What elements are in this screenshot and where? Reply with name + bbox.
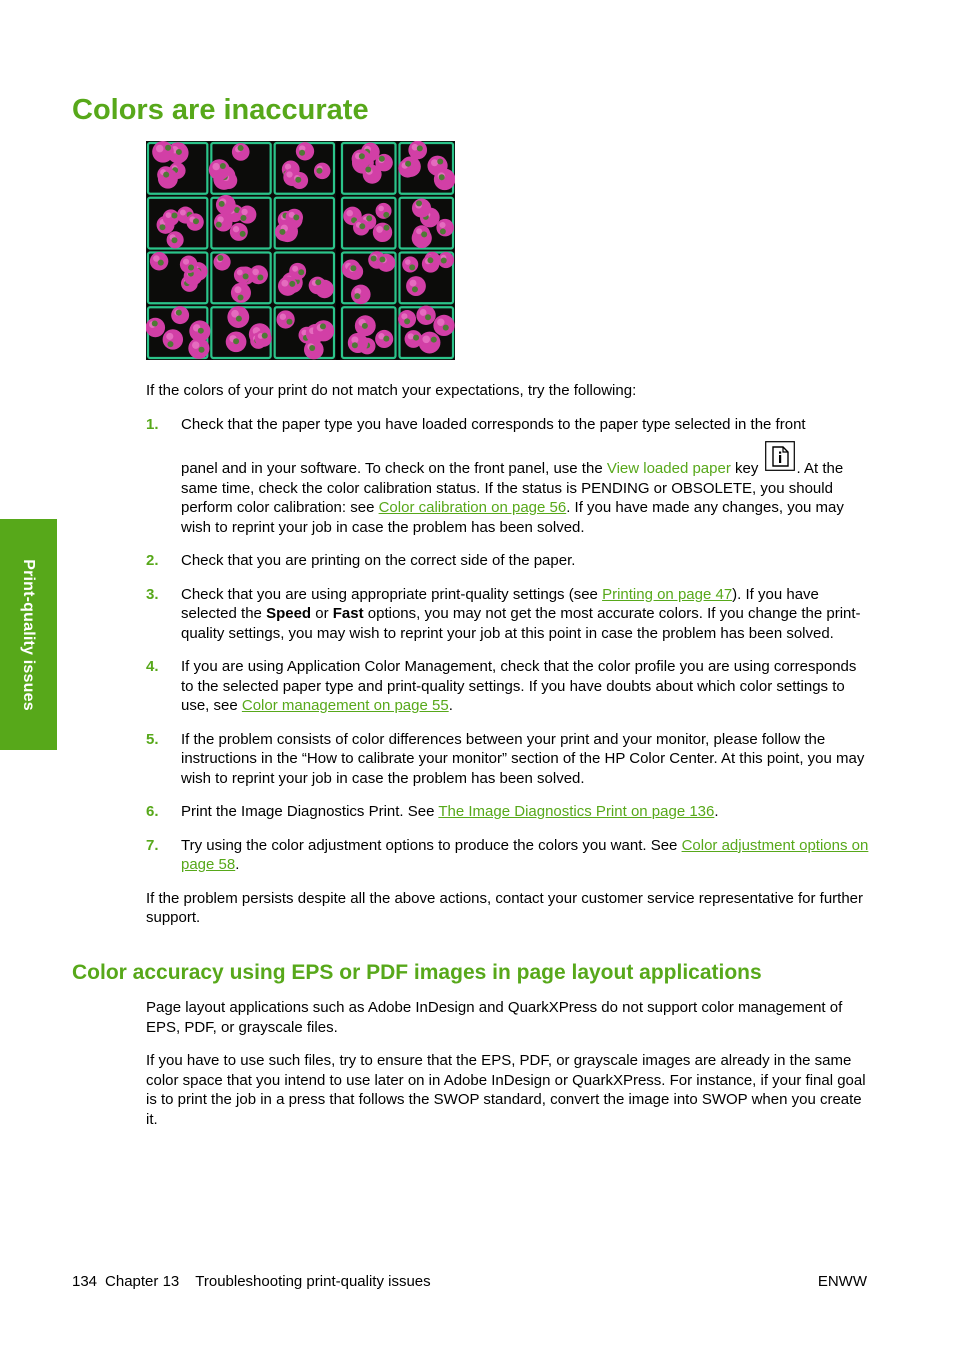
list-item — [146, 415, 871, 538]
link-printing[interactable]: Printing on page 47 — [602, 585, 733, 603]
page-number: 134 — [72, 1273, 98, 1290]
step-text: panel and in your software. To check on the front panel, use the — [181, 460, 607, 477]
step-number: 4. — [146, 658, 159, 675]
strawberries-photo — [146, 141, 455, 360]
footer-right-label: ENWW — [817, 1273, 867, 1290]
step-number: 5. — [146, 730, 159, 748]
step-text: . — [235, 856, 240, 873]
step-text: Check that the paper type you have loaded corresponds to the paper type selected in the front — [181, 415, 806, 433]
step-number: 7. — [146, 836, 159, 854]
chapter-title: Troubleshooting print-quality issues — [195, 1273, 431, 1290]
step-number: 2. — [146, 552, 159, 569]
fast-option-label: Fast — [332, 605, 364, 622]
section-paragraph-2: If you have to use such files, try to ensure that the EPS, PDF, or grayscale images are already in the same color space that you intend to use later on in Adobe InDesign or QuarkXPress. For instance, if your final goal is to print the job in a press that follows the SWOP standard, convert the image into SWOP when you create it. — [146, 1052, 866, 1128]
side-tab — [0, 519, 57, 750]
view-loaded-paper-keyword: View loaded paper — [606, 460, 731, 477]
step-text: key — [730, 460, 763, 477]
section-paragraph-1: Page layout applications such as Adobe InDesign and QuarkXPress do not support color management of EPS, PDF, or grayscale files. — [146, 999, 843, 1036]
step-text: Print the Image Diagnostics Print. See — [181, 803, 439, 820]
step-text: Check that you are using appropriate print-quality settings (see — [181, 585, 603, 603]
list-item — [146, 836, 871, 875]
side-tab-label: Print-quality issues — [20, 559, 37, 711]
list-item — [146, 802, 871, 822]
list-item — [146, 551, 871, 571]
step-number: 3. — [146, 585, 159, 603]
intro-paragraph: If the colors of your print do not match your expectations, try the following: — [146, 382, 637, 399]
view-loaded-paper-icon — [765, 441, 795, 471]
section-heading: Color accuracy using EPS or PDF images in page layout applications — [72, 961, 762, 984]
speed-option-label: Speed — [266, 605, 312, 622]
main-content — [146, 381, 871, 928]
step-text: . — [448, 697, 453, 714]
strawberries-sample-image — [146, 141, 455, 360]
page-title: Colors are inaccurate — [72, 94, 369, 126]
step-text: . If you have made any changes, you may wish to reprint your job in case the problem has been solved. — [181, 499, 844, 536]
step-text: . — [714, 803, 719, 820]
closing-paragraph: If the problem persists despite all the above actions, contact your customer service representative for further support. — [146, 889, 864, 926]
link-color-management[interactable]: Color management on page 55 — [241, 697, 449, 714]
step-text: options, you may not get the most accurate colors. If you change the print-quality settings, you may wish to reprint your job at this point in case the problem has been solved. — [181, 605, 861, 642]
step-text: or — [311, 605, 333, 622]
step-number: 6. — [146, 803, 159, 820]
list-item — [146, 730, 871, 789]
step-text: . At the same time, check the color calibration status. If the status is PENDING or OBSOLETE, you should perform color calibration: see — [181, 460, 844, 516]
page-footer — [72, 1272, 867, 1291]
steps-list — [146, 415, 871, 875]
step-number: 1. — [146, 415, 159, 433]
link-color-calibration[interactable]: Color calibration on page 56 — [378, 499, 567, 516]
link-image-diagnostics[interactable]: The Image Diagnostics Print on page 136 — [438, 803, 715, 820]
step-text: Check that you are printing on the correct side of the paper. — [181, 552, 576, 569]
section-content — [146, 998, 871, 1143]
step-text: ). If you have selected the — [181, 585, 819, 622]
step-text: If you are using Application Color Management, check that the color profile you are using corresponds to the selected paper type and print-quality settings. If you have doubts about which color settings to use, see — [181, 658, 857, 714]
chapter-label: Chapter 13 — [105, 1273, 180, 1290]
list-item — [146, 657, 871, 716]
link-color-adjustment[interactable]: Color adjustment options on page 58 — [181, 836, 869, 873]
step-text: Try using the color adjustment options to produce the colors you want. See — [181, 836, 682, 854]
step-text: If the problem consists of color differences between your print and your monitor, please follow the instructions in the “How to calibrate your monitor” section of the HP Color Center. At this point, you may wish to reprint your job in case the problem has been solved. — [181, 730, 865, 787]
list-item — [146, 585, 871, 644]
